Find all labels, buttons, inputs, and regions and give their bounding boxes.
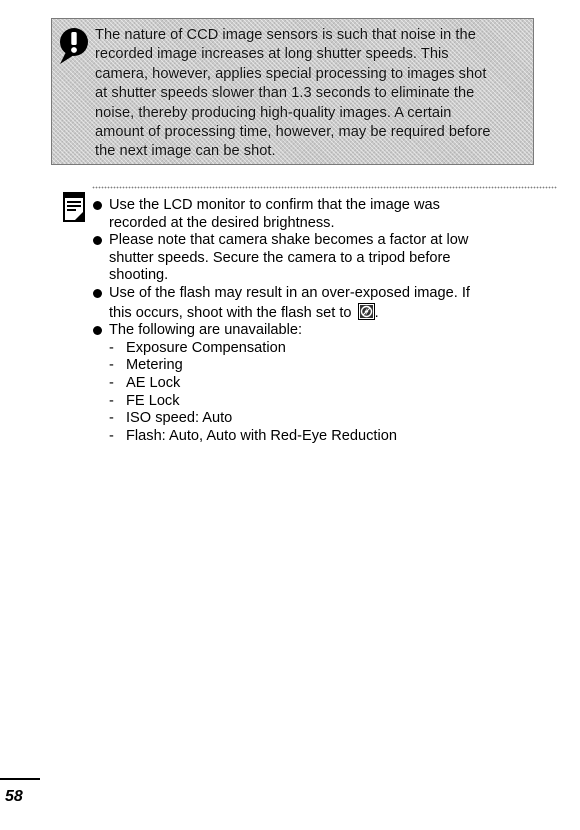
page-number: 58 xyxy=(5,788,23,805)
unavailable-item: Metering xyxy=(126,357,183,374)
unavailable-list xyxy=(109,340,562,446)
caution-line: the next image can be shot. xyxy=(95,143,276,160)
list-item: - Exposure Compensation xyxy=(109,339,286,356)
list-item: - ISO speed: Auto xyxy=(109,410,233,427)
caution-text xyxy=(95,26,527,162)
unavailable-item: ISO speed: Auto xyxy=(126,410,233,427)
memo-item xyxy=(92,285,562,322)
memo-line: this occurs, shoot with the flash set to xyxy=(109,304,352,321)
memo-item xyxy=(92,322,562,445)
caution-exclamation-icon xyxy=(56,26,92,66)
list-item: - Metering xyxy=(109,357,183,374)
memo-item xyxy=(92,232,562,285)
unavailable-item: AE Lock xyxy=(126,374,181,391)
unavailable-item: Exposure Compensation xyxy=(126,339,286,356)
bullet-icon xyxy=(93,289,102,298)
flash-off-icon xyxy=(358,303,375,320)
caution-line: at shutter speeds slower than 1.3 seconds to eliminate the xyxy=(95,85,475,102)
bullet-icon xyxy=(93,236,102,245)
memo-list xyxy=(92,197,562,445)
memo-line: shooting. xyxy=(109,267,169,284)
memo-line: shutter speeds. Secure the camera to a tripod before xyxy=(109,249,451,266)
bullet-icon xyxy=(93,201,102,210)
memo-note-icon xyxy=(63,192,85,222)
list-item: - FE Lock xyxy=(109,392,180,409)
memo-item xyxy=(92,197,562,232)
caution-line: amount of processing time, however, may be required before xyxy=(95,124,491,141)
list-item: - Flash: Auto, Auto with Red-Eye Reduction xyxy=(109,427,397,444)
memo-line: Use of the flash may result in an over-exposed image. If xyxy=(109,284,470,301)
caution-line: recorded image increases at long shutter speeds. This xyxy=(95,46,449,63)
memo-line: The following are unavailable: xyxy=(109,322,303,339)
footer-divider xyxy=(0,778,40,780)
caution-line: noise, thereby producing high-quality images. A certain xyxy=(95,104,452,121)
caution-line: The nature of CCD image sensors is such that noise in the xyxy=(95,27,476,43)
memo-line: Use the LCD monitor to confirm that the image was xyxy=(109,197,440,213)
caution-line: camera, however, applies special processing to images shot xyxy=(95,65,487,82)
bullet-icon xyxy=(93,326,102,335)
memo-line: Please note that camera shake becomes a factor at low xyxy=(109,232,469,249)
memo-divider xyxy=(92,186,557,189)
unavailable-item: FE Lock xyxy=(126,392,180,409)
memo-line: recorded at the desired brightness. xyxy=(109,214,335,231)
unavailable-item: Flash: Auto, Auto with Red-Eye Reduction xyxy=(126,427,397,444)
memo-line-suffix: . xyxy=(374,304,379,321)
list-item: - AE Lock xyxy=(109,374,181,391)
